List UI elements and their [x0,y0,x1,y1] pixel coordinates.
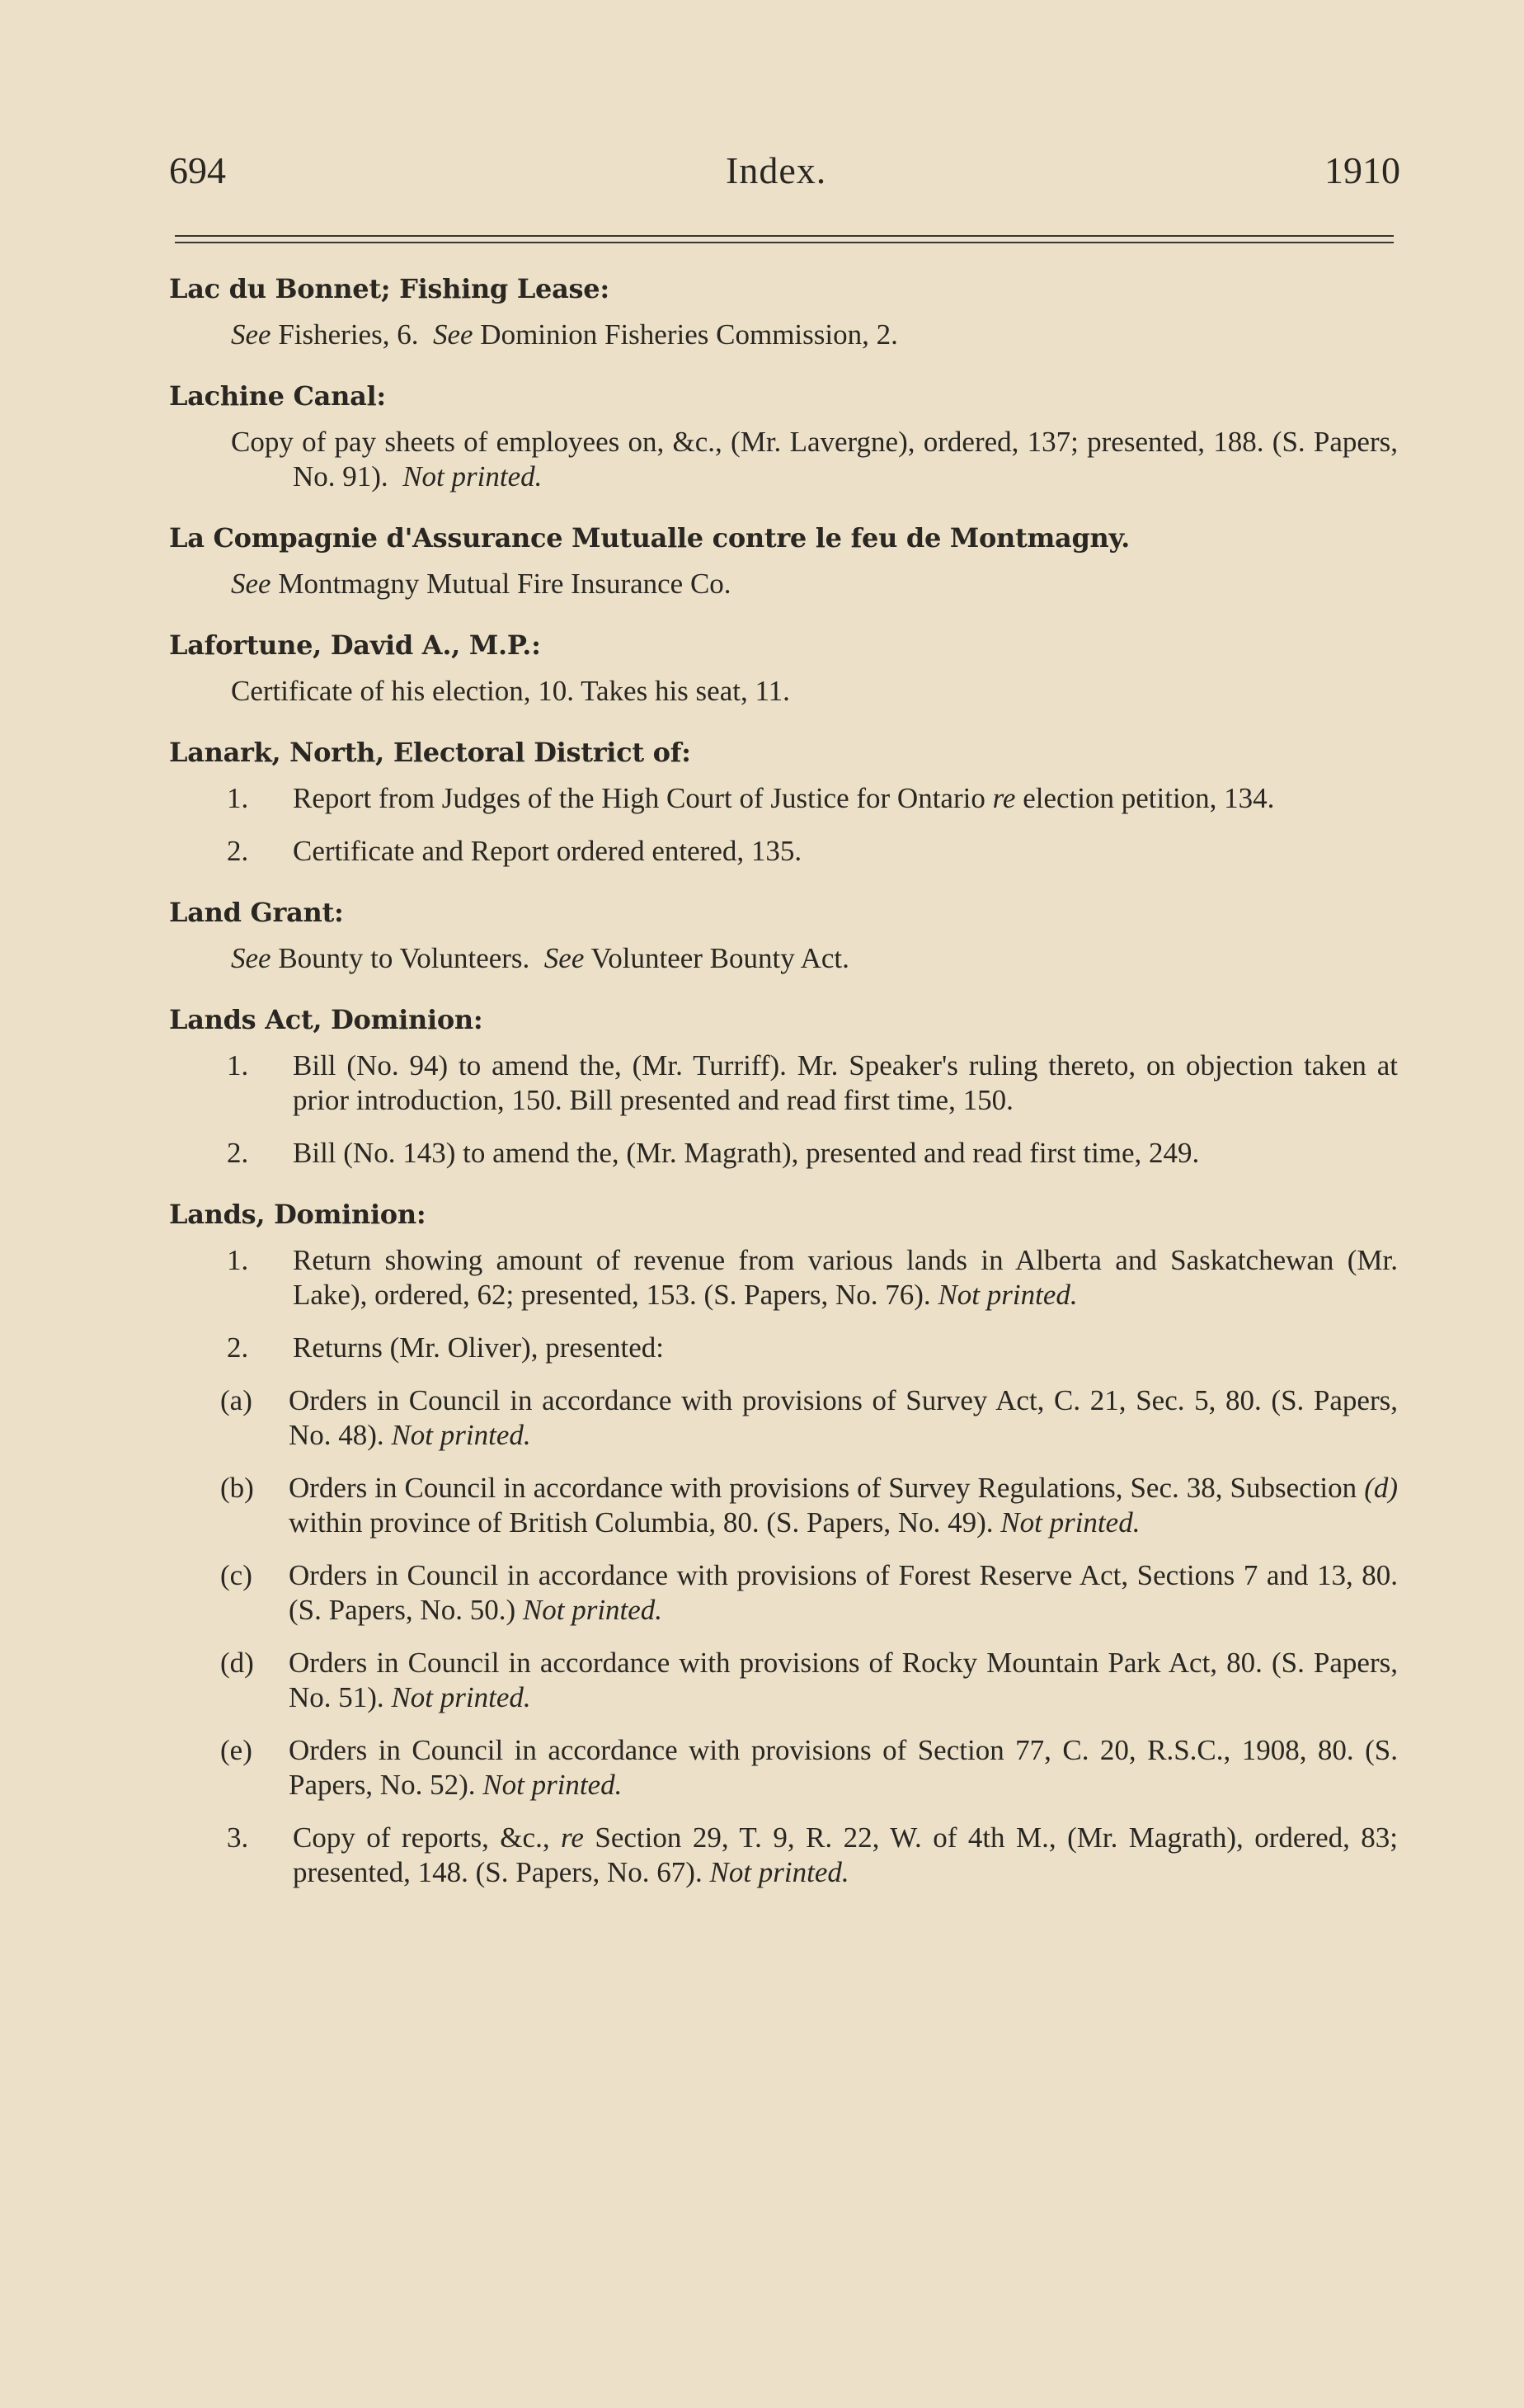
numbered-item [169,1243,1398,1312]
index-entry [169,624,1398,709]
item-number: 3. [227,1821,249,1854]
item-text: Section 29, T. 9, R. 22, W. of 4th M., (Mr. Magrath), ordered, 83; presented, 148. (S. Papers, No. 67). [293,1821,1399,1888]
subitem-label: (b) [220,1472,254,1504]
page-header [169,148,1400,206]
not-printed-note: Not printed. [1000,1506,1141,1539]
not-printed-note: Not printed. [709,1856,849,1888]
item-text: Return showing amount of revenue from various lands in Alberta and Saskatchewan (Mr. Lake), ordered, 62; presented, 153. (S. Papers, No. 76). [293,1244,1398,1311]
subitem-label: (d) [220,1647,254,1679]
see-target: Volunteer Bounty Act. [590,942,849,974]
see-label: See [231,942,271,974]
item-text: Bill (No. 143) to amend the, (Mr. Magrath), presented and read first time, 249. [293,1137,1200,1169]
item-text: Certificate and Report ordered entered, 135. [293,835,802,867]
see-target: Bounty to Volunteers. [278,942,530,974]
lettered-subitem [169,1646,1398,1715]
subitem-text: Orders in Council in accordance with provisions of Rocky Mountain Park Act, 80. (S. Papers, No. 51). [289,1647,1398,1713]
not-printed-note: Not printed. [482,1769,623,1801]
entry-see-line [169,318,1398,352]
index-entry [169,892,1398,976]
item-text: Report from Judges of the High Court of Justice for Ontario [293,782,985,814]
subitem-label: (a) [220,1384,252,1416]
entry-heading: Lands, Dominion: [169,1199,426,1230]
not-printed-note: Not printed. [391,1681,531,1713]
see-label: See [231,568,271,600]
see-label: See [231,318,271,351]
lettered-subitem [169,1383,1398,1453]
entry-see-line [169,941,1398,976]
entry-heading: Lands Act, Dominion: [169,1004,483,1035]
subitem-text: Orders in Council in accordance with provisions of Section 77, C. 20, R.S.C., 1908, 80. (S. Papers, No. 52). [289,1734,1398,1801]
subitem-text: Orders in Council in accordance with provisions of Survey Regulations, Sec. 38, Subsection [289,1472,1357,1504]
item-number: 2. [227,1137,249,1169]
page-number: 694 [169,149,226,191]
entry-heading: Land Grant: [169,897,344,928]
entry-heading: Lanark, North, Electoral District of: [169,737,691,768]
subitem-text: Orders in Council in accordance with provisions of Forest Reserve Act, Sections 7 and 13, 80. (S. Papers, No. 50.) [289,1559,1398,1626]
entry-body: Copy of pay sheets of employees on, &c., (Mr. Lavergne), ordered, 137; presented, 188. (S. Papers, No. 91). [231,426,1398,492]
item-text: election petition, 134. [1023,782,1275,814]
numbered-item [169,1821,1398,1890]
entry-text: Certificate of his election, 10. Takes his seat, 11. [231,675,790,707]
subitem-label: (c) [220,1559,252,1591]
item-number: 1. [227,1049,249,1081]
index-entry [169,517,1398,601]
entry-heading: La Compagnie d'Assurance Mutualle contre le feu de Montmagny. [169,522,1130,554]
lettered-subitem [169,1733,1398,1802]
see-label: See [543,942,585,974]
subitem-label: (e) [220,1734,252,1766]
not-printed-note: Not printed. [391,1419,531,1451]
subitem-italic: (d) [1364,1472,1399,1504]
item-number: 2. [227,1331,249,1364]
header-double-rule [175,235,1394,247]
not-printed-note: Not printed. [402,460,543,492]
index-entry [169,999,1398,1171]
item-number: 1. [227,1244,249,1276]
not-printed-note: Not printed. [522,1594,663,1626]
see-target: Fisheries, 6. [278,318,419,351]
item-number: 1. [227,782,249,814]
lettered-subitem [169,1558,1398,1628]
numbered-item [169,1331,1398,1365]
entry-text [169,425,1398,494]
lettered-subitem [169,1471,1398,1540]
page-title: Index. [726,149,827,191]
see-target: Montmagny Mutual Fire Insurance Co. [278,568,731,600]
see-label: See [432,318,473,351]
entry-heading: Lafortune, David A., M.P.: [169,629,541,661]
item-number: 2. [227,835,249,867]
see-target: Dominion Fisheries Commission, 2. [480,318,898,351]
index-content [169,268,1398,1913]
page-year: 1910 [1324,149,1400,191]
item-text: Returns (Mr. Oliver), presented: [293,1331,665,1364]
entry-heading: Lachine Canal: [169,380,386,412]
item-text: Copy of reports, &c., [293,1821,550,1854]
item-text: Bill (No. 94) to amend the, (Mr. Turriff). Mr. Speaker's ruling thereto, on objection taken at prior introduction, 150. Bill presented and read first time, 150. [293,1049,1398,1116]
entry-see-line [169,567,1398,601]
item-italic: re [561,1821,584,1854]
index-entry [169,375,1398,494]
numbered-item [169,781,1398,816]
entry-heading: Lac du Bonnet; Fishing Lease: [169,273,609,304]
subitem-text: within province of British Columbia, 80. (S. Papers, No. 49). [289,1506,994,1539]
numbered-item [169,1136,1398,1171]
index-entry [169,268,1398,352]
item-italic: re [992,782,1016,814]
not-printed-note: Not printed. [938,1279,1078,1311]
numbered-item [169,1048,1398,1118]
subitem-text: Orders in Council in accordance with provisions of Survey Act, C. 21, Sec. 5, 80. (S. Papers, No. 48). [289,1384,1398,1451]
numbered-item [169,834,1398,869]
index-entry [169,732,1398,869]
index-entry [169,1194,1398,1890]
